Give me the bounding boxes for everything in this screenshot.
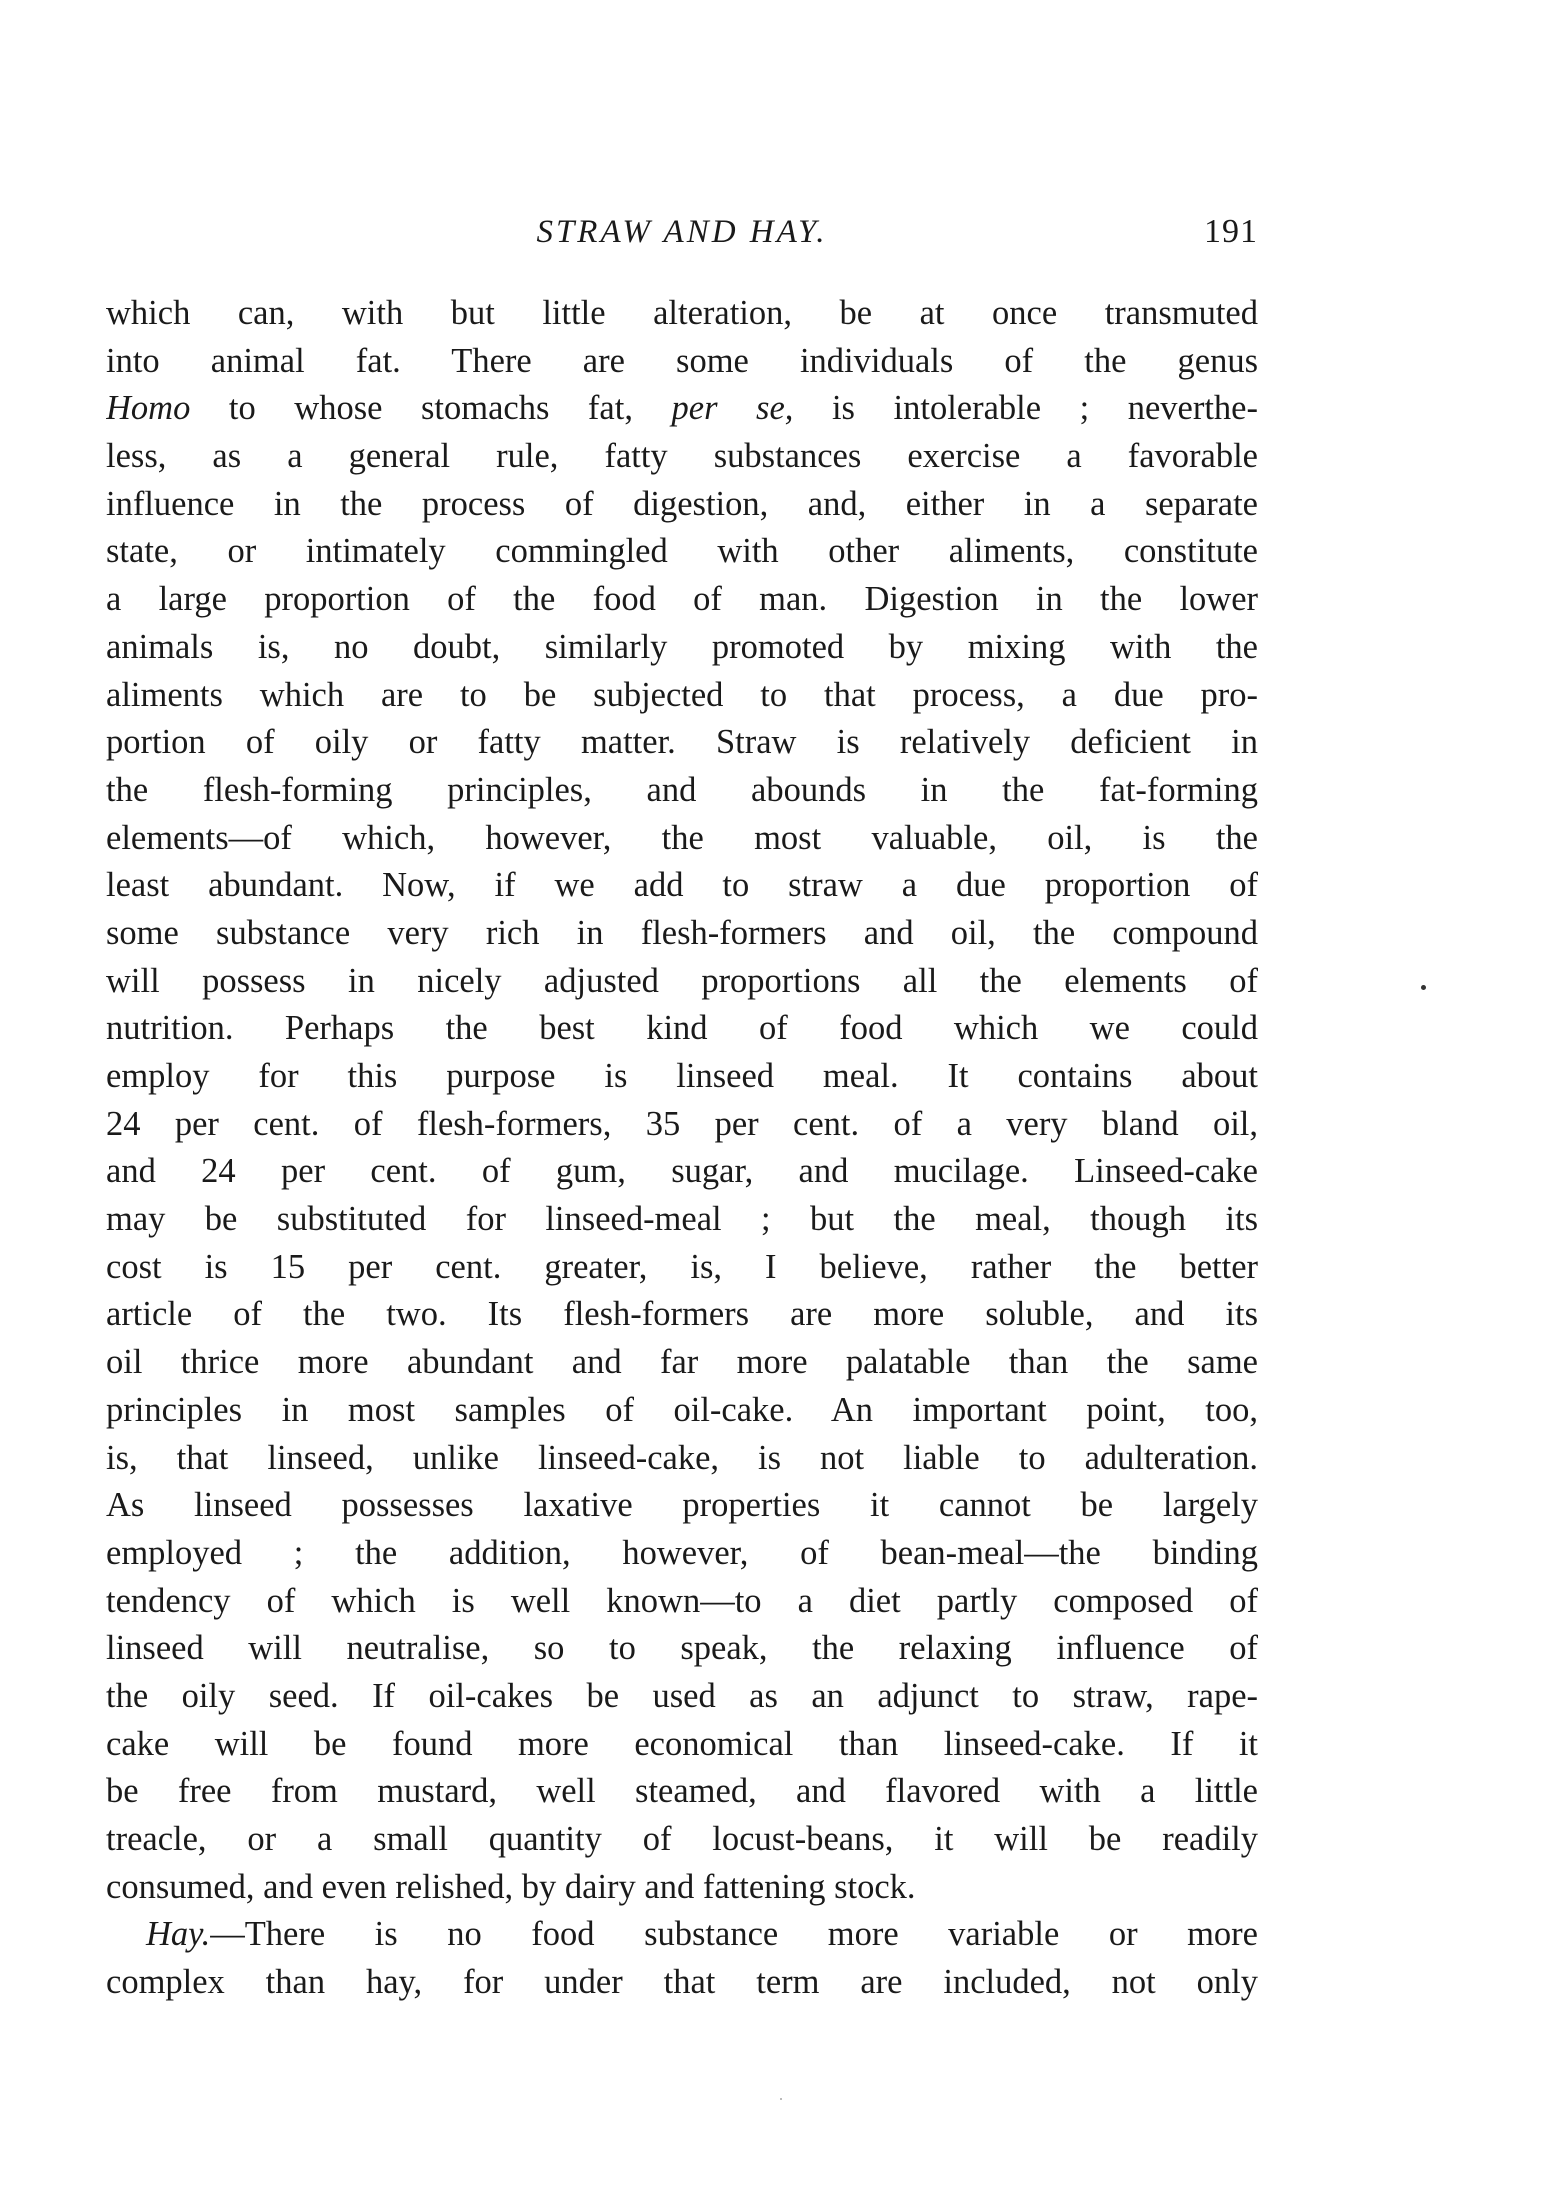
text-line: be free from mustard, well steamed, and flavored with a little <box>106 1772 1258 1811</box>
text-line: into animal fat. There are some individuals of the genus <box>106 341 1258 380</box>
text-line: elements—of which, however, the most valuable, oil, is the <box>106 818 1258 857</box>
text-line: the oily seed. If oil-cakes be used as an adjunct to straw, rape- <box>106 1676 1258 1715</box>
text-line: and 24 per cent. of gum, sugar, and mucilage. Linseed-cake <box>106 1152 1258 1191</box>
text-line: aliments which are to be subjected to that process, a due pro- <box>106 675 1258 714</box>
text-line: state, or intimately commingled with other aliments, constitute <box>106 532 1258 571</box>
text-line: Hay.—There is no food substance more variable or more <box>146 1915 1258 1954</box>
body-text <box>106 290 1258 2007</box>
text-line: consumed, and even relished, by dairy and fattening stock. <box>106 1867 916 1906</box>
text-line: nutrition. Perhaps the best kind of food which we could <box>106 1009 1258 1048</box>
text-line: portion of oily or fatty matter. Straw is relatively deficient in <box>106 723 1258 762</box>
page-number: 191 <box>1204 213 1258 250</box>
text-line: linseed will neutralise, so to speak, the relaxing influence of <box>106 1629 1258 1668</box>
text-line: animals is, no doubt, similarly promoted by mixing with the <box>106 627 1258 666</box>
running-head <box>106 208 1258 256</box>
text-line: principles in most samples of oil-cake. An important point, too, <box>106 1390 1258 1429</box>
ink-speck <box>1421 985 1426 990</box>
text-line: tendency of which is well known—to a diet partly composed of <box>106 1581 1258 1620</box>
paper-speck <box>780 2098 782 2100</box>
italic-term: per se, <box>671 389 794 428</box>
italic-term: Homo <box>106 389 191 428</box>
text-line: least abundant. Now, if we add to straw a due proportion of <box>106 866 1258 905</box>
text-line: cake will be found more economical than linseed-cake. If it <box>106 1724 1258 1763</box>
text-line: employ for this purpose is linseed meal. It contains about <box>106 1057 1258 1095</box>
text-line: cost is 15 per cent. greater, is, I believe, rather the better <box>106 1247 1258 1286</box>
text-line: employed ; the addition, however, of bean-meal—the binding <box>106 1533 1258 1572</box>
text-line: some substance very rich in flesh-formers and oil, the compound <box>106 913 1258 952</box>
text-line: oil thrice more abundant and far more palatable than the same <box>106 1343 1258 1382</box>
text-line: which can, with but little alteration, be at once transmuted <box>106 294 1258 332</box>
running-title: STRAW AND HAY. <box>536 214 828 250</box>
text-line: will possess in nicely adjusted proportions all the elements of <box>106 961 1258 1000</box>
text-line: the flesh-forming principles, and abounds in the fat-forming <box>106 770 1258 809</box>
italic-term: Hay. <box>146 1915 211 1954</box>
text-line: influence in the process of digestion, and, either in a separate <box>106 484 1258 523</box>
text-line: article of the two. Its flesh-formers are more soluble, and its <box>106 1295 1258 1334</box>
text-line: treacle, or a small quantity of locust-beans, it will be readily <box>106 1820 1258 1858</box>
text-line: complex than hay, for under that term are included, not only <box>106 1963 1258 2002</box>
text-line: 24 per cent. of flesh-formers, 35 per cent. of a very bland oil, <box>106 1104 1258 1143</box>
text-line: a large proportion of the food of man. Digestion in the lower <box>106 580 1258 619</box>
text-line: may be substituted for linseed-meal ; but the meal, though its <box>106 1200 1258 1239</box>
text-line: Homo to whose stomachs fat, per se, is intolerable ; neverthe- <box>106 389 1258 428</box>
text-line: As linseed possesses laxative properties it cannot be largely <box>106 1486 1258 1525</box>
text-line: less, as a general rule, fatty substances exercise a favorable <box>106 437 1258 476</box>
text-line: is, that linseed, unlike linseed-cake, is not liable to adulteration. <box>106 1438 1258 1477</box>
